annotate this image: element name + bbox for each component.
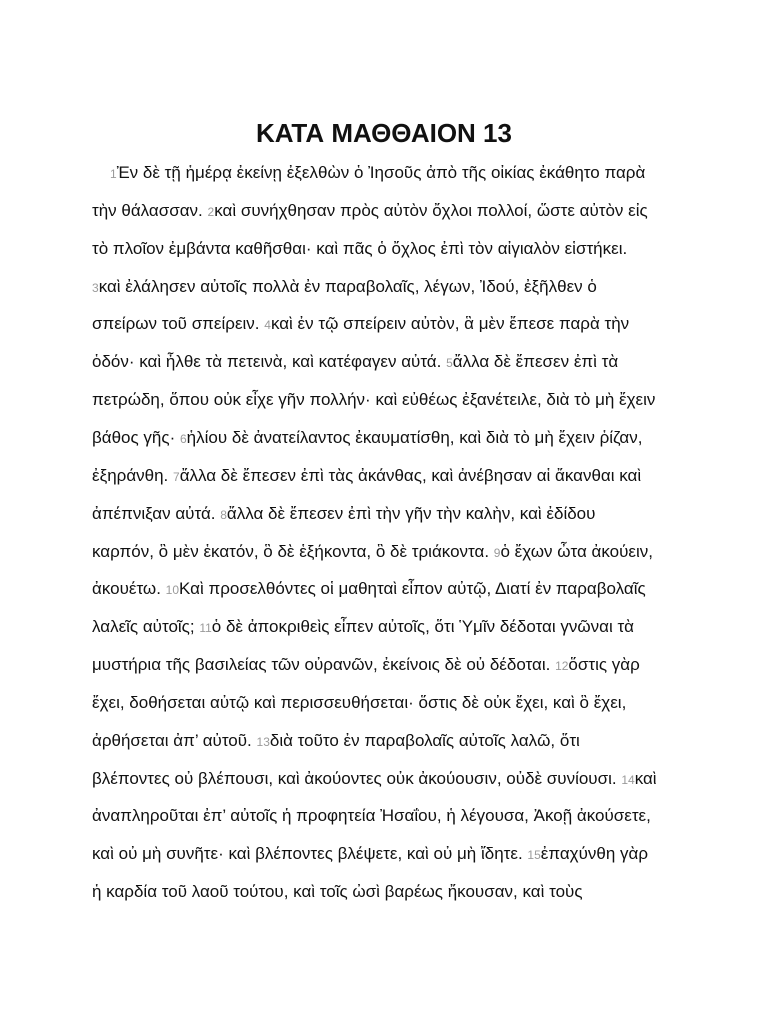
text-line xyxy=(92,388,655,412)
verse-text: τὸ πλοῖον ἐμβάντα καθῆσθαι· καὶ πᾶς ὁ ὄχλος ἐπὶ τὸν αἰγιαλὸν εἱστήκει. xyxy=(92,239,628,258)
text-line xyxy=(92,540,653,565)
verse-text: καὶ xyxy=(634,769,657,788)
verse-number: 7 xyxy=(173,470,180,484)
verse-text: λαλεῖς αὐτοῖς; xyxy=(92,617,200,636)
verse-text: Ἐν δὲ τῇ ἡμέρᾳ ἐκείνῃ ἐξελθὼν ὁ Ἰησοῦς ἀπὸ τῆς οἰκίας ἐκάθητο παρὰ xyxy=(116,163,646,182)
verse-number: 13 xyxy=(256,735,270,749)
verse-number: 12 xyxy=(555,659,569,673)
verse-number: 10 xyxy=(165,583,180,597)
text-line xyxy=(92,804,651,828)
text-line xyxy=(92,691,626,715)
verse-text: ἄλλα δὲ ἔπεσεν ἐπὶ τὴν γῆν τὴν καλὴν, καὶ ἐδίδου xyxy=(226,504,596,523)
verse-text: καὶ συνήχθησαν πρὸς αὐτὸν ὄχλοι πολλοί, ὥστε αὐτὸν εἰς xyxy=(214,201,648,220)
text-line xyxy=(92,350,618,375)
verse-number: 9 xyxy=(493,546,501,560)
verse-number: 15 xyxy=(527,848,541,862)
text-line xyxy=(92,426,642,451)
verse-text: βάθος γῆς· xyxy=(92,428,180,447)
text-line xyxy=(110,161,645,186)
text-line xyxy=(92,237,627,261)
verse-text: ἐξηράνθη. xyxy=(92,466,173,485)
verse-text: τὴν θάλασσαν. xyxy=(92,201,208,220)
verse-text: ἡ καρδία τοῦ λαοῦ τούτου, καὶ τοῖς ὠσὶ βαρέως ἤκουσαν, καὶ τοὺς xyxy=(92,882,583,901)
verse-text: καρπόν, ὃ μὲν ἑκατόν, ὃ δὲ ἑξήκοντα, ὃ δὲ τριάκοντα. xyxy=(92,542,494,561)
verse-number: 1 xyxy=(110,167,117,181)
verse-number: 3 xyxy=(92,281,99,295)
text-line xyxy=(92,842,648,867)
verse-text: ἄλλα δὲ ἔπεσεν ἐπὶ τὰς ἀκάνθας, καὶ ἀνέβησαν αἱ ἄκανθαι καὶ xyxy=(179,466,642,485)
verse-text: ἀρθήσεται ἀπ’ αὐτοῦ. xyxy=(92,731,257,750)
verse-text: μυστήρια τῆς βασιλείας τῶν οὐρανῶν, ἐκείνοις δὲ οὐ δέδοται. xyxy=(92,655,556,674)
text-line xyxy=(92,767,657,792)
verse-text: σπείρων τοῦ σπείρειν. xyxy=(92,314,265,333)
verse-text: ἀναπληροῦται ἐπ’ αὐτοῖς ἡ προφητεία Ἠσαΐου, ἡ λέγουσα, Ἀκοῇ ἀκούσετε, xyxy=(92,806,651,825)
verse-text: καὶ ἐλάλησεν αὐτοῖς πολλὰ ἐν παραβολαῖς, λέγων, Ἰδού, ἐξῆλθεν ὁ xyxy=(98,277,597,296)
text-line xyxy=(92,653,640,678)
text-line xyxy=(92,312,629,337)
verse-number: 5 xyxy=(446,356,453,370)
verse-text: βλέποντες οὐ βλέπουσι, καὶ ἀκούοντες οὐκ ἀκούουσιν, οὐδὲ συνίουσι. xyxy=(92,769,622,788)
verse-number: 2 xyxy=(207,205,215,219)
verse-number: 11 xyxy=(199,621,212,635)
verse-text: ὁ δὲ ἀποκριθεὶς εἶπεν αὐτοῖς, ὅτι Ὑμῖν δέδοται γνῶναι τὰ xyxy=(211,617,634,636)
verse-text: ἀπέπνιξαν αὐτά. xyxy=(92,504,221,523)
verse-text: καὶ ἐν τῷ σπείρειν αὐτὸν, ἃ μὲν ἔπεσε παρὰ τὴν xyxy=(270,314,630,333)
verse-text: Καὶ προσελθόντες οἱ μαθηταὶ εἶπον αὐτῷ, Διατί ἐν παραβολαῖς xyxy=(179,579,646,598)
verse-text: ἡλίου δὲ ἀνατείλαντος ἐκαυματίσθη, καὶ διὰ τὸ μὴ ἔχειν ῥίζαν, xyxy=(186,428,643,447)
verse-text: ὁ ἔχων ὦτα ἀκούειν, xyxy=(500,542,653,561)
verse-text: ὅστις γὰρ xyxy=(568,655,640,674)
verse-text: ἔχει, δοθήσεται αὐτῷ καὶ περισσευθήσεται· ὅστις δὲ οὐκ ἔχει, καὶ ὃ ἔχει, xyxy=(92,693,627,712)
verse-text: πετρώδη, ὅπου οὐκ εἶχε γῆν πολλήν· καὶ εὐθέως ἐξανέτειλε, διὰ τὸ μὴ ἔχειν xyxy=(92,390,656,409)
verse-number: 4 xyxy=(264,318,271,332)
verse-text: ὁδόν· καὶ ἦλθε τὰ πετεινὰ, καὶ κατέφαγεν αὐτά. xyxy=(92,352,447,371)
verse-text: ἐπαχύνθη γὰρ xyxy=(540,844,649,863)
text-line xyxy=(92,199,648,224)
verse-number: 14 xyxy=(621,773,635,787)
verse-text: καὶ οὐ μὴ συνῆτε· καὶ βλέποντες βλέψετε, καὶ οὐ μὴ ἴδητε. xyxy=(92,844,528,863)
text-line xyxy=(92,275,597,300)
verse-number: 8 xyxy=(220,508,227,522)
verse-text: ἀκουέτω. xyxy=(92,579,166,598)
verse-number: 6 xyxy=(179,432,187,446)
text-line xyxy=(92,615,634,640)
text-line xyxy=(92,577,646,602)
text-line xyxy=(92,729,580,754)
text-line xyxy=(92,464,641,489)
verse-text: ἄλλα δὲ ἔπεσεν ἐπὶ τὰ xyxy=(452,352,619,371)
verse-text: διὰ τοῦτο ἐν παραβολαῖς αὐτοῖς λαλῶ, ὅτι xyxy=(269,731,580,750)
chapter-title: ΚΑΤΑ ΜΑΘΘΑΙΟΝ 13 xyxy=(256,118,512,148)
text-line xyxy=(92,880,583,904)
text-line xyxy=(92,502,595,527)
